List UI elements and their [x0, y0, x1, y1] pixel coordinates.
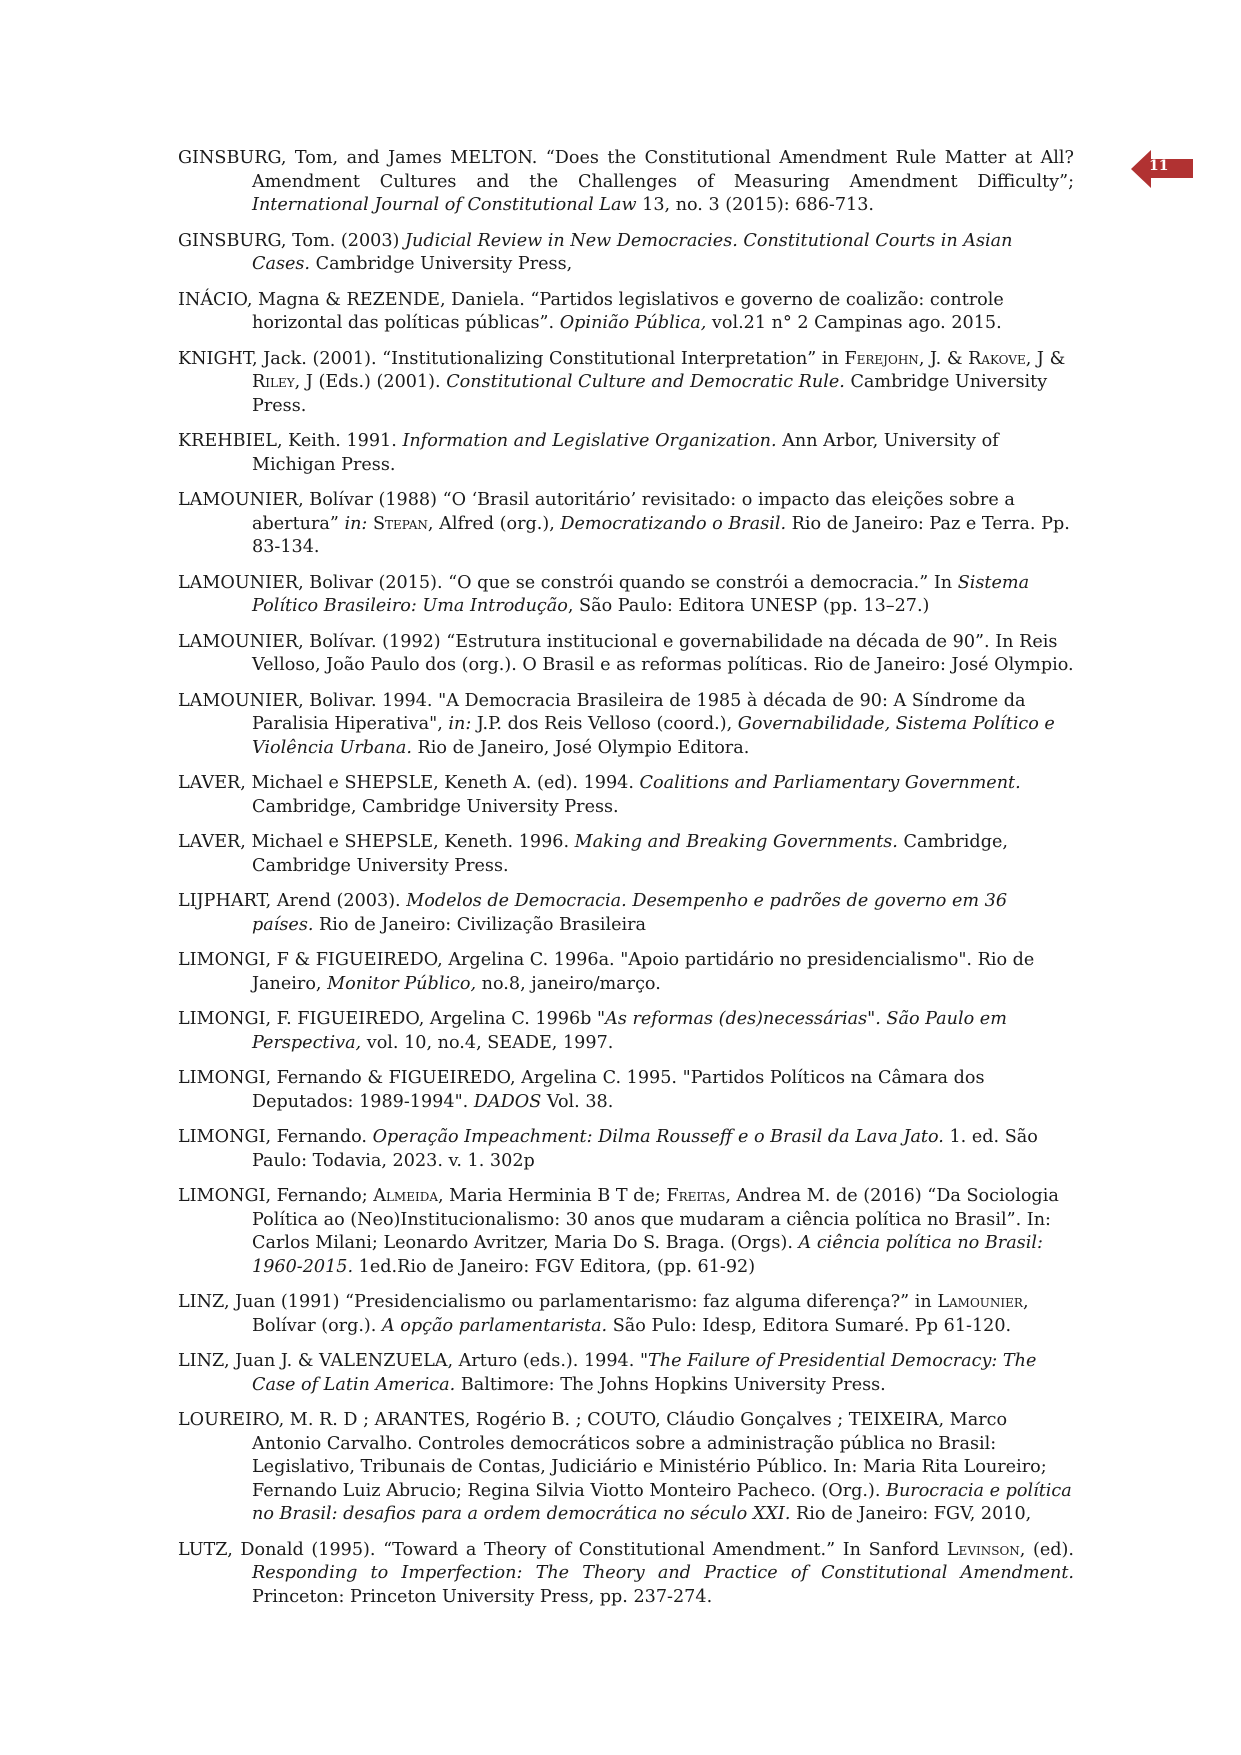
page-number: 11 — [1149, 158, 1169, 174]
reference-entry: LINZ, Juan J. & VALENZUELA, Arturo (eds.). 1994. "The Failure of Presidential Democracy: The Case of Latin America. Baltimore: The Johns Hopkins University Press. — [178, 1351, 1037, 1395]
reference-entry: LIMONGI, F & FIGUEIREDO, Argelina C. 1996a. "Apoio partidário no presidencialismo". Rio de Janeiro, Monitor Público, no.8, janeiro/março. — [178, 950, 1035, 994]
reference-entry: LOUREIRO, M. R. D ; ARANTES, Rogério B. ; COUTO, Cláudio Gonçalves ; TEIXEIRA, Marco Antonio Carvalho. Controles democráticos sobre a administração pública no Brasil: Legislativo, Tribunais de Contas, Judiciário e Ministério Público. In: Maria Rita Loureiro; Fernando Luiz Abrucio; Regina Silvia Viotto Monteiro Pacheco. (Org.). Burocracia e política no Brasil: desafios para a ordem democrática no século XXI. Rio de Janeiro: FGV, 2010, — [178, 1410, 1072, 1524]
reference-entry: LAVER, Michael e SHEPSLE, Keneth. 1996. Making and Breaking Governments. Cambridge, Cambridge University Press. — [178, 832, 1008, 876]
reference-entry: LAMOUNIER, Bolivar (2015). “O que se constrói quando se constrói a democracia.” In Sistema Político Brasileiro: Uma Introdução, São Paulo: Editora UNESP (pp. 13–27.) — [178, 572, 1030, 616]
reference-list — [178, 147, 1074, 1621]
reference-entry: LIMONGI, Fernando. Operação Impeachment: Dilma Rousseff e o Brasil da Lava Jato. 1. ed. São Paulo: Todavia, 2023. v. 1. 302p — [178, 1127, 1038, 1171]
reference-entry: LIMONGI, Fernando; Almeida, Maria Herminia B T de; Freitas, Andrea M. de (2016) “Da Sociologia Política ao (Neo)Institucionalismo: 30 anos que mudaram a ciência política no Brasil”. In: Carlos Milani; Leonardo Avritzer, Maria Do S. Braga. (Orgs). A ciência política no Brasil: 1960-2015. 1ed.Rio de Janeiro: FGV Editora, (pp. 61-92) — [178, 1186, 1059, 1277]
reference-entry: LAMOUNIER, Bolívar (1988) “O ‘Brasil autoritário’ revisitado: o impacto das eleições sobre a abertura” in: Stepan, Alfred (org.), Democratizando o Brasil. Rio de Janeiro: Paz e Terra. Pp. 83-134. — [178, 490, 1070, 557]
reference-entry: GINSBURG, Tom. (2003) Judicial Review in New Democracies. Constitutional Courts in Asian Cases. Cambridge University Press, — [178, 230, 1013, 274]
reference-entry: LINZ, Juan (1991) “Presidencialismo ou parlamentarismo: faz alguma diferença?” in Lamounier, Bolívar (org.). A opção parlamentarista. São Pulo: Idesp, Editora Sumaré. Pp 61-120. — [178, 1292, 1029, 1336]
reference-entry: LIMONGI, F. FIGUEIREDO, Argelina C. 1996b "As reformas (des)necessárias". São Paulo em Perspectiva, vol. 10, no.4, SEADE, 1997. — [178, 1009, 1007, 1053]
reference-entry: LIJPHART, Arend (2003). Modelos de Democracia. Desempenho e padrões de governo em 36 países. Rio de Janeiro: Civilização Brasileira — [178, 891, 1008, 935]
reference-entry: LAMOUNIER, Bolívar. (1992) “Estrutura institucional e governabilidade na década de 90”. In Reis Velloso, João Paulo dos (org.). O Brasil e as reformas políticas. Rio de Janeiro: José Olympio. — [178, 631, 1074, 675]
reference-entry: KNIGHT, Jack. (2001). “Institutionalizing Constitutional Interpretation” in Ferejohn, J. & Rakove, J & Riley, J (Eds.) (2001). Constitutional Culture and Democratic Rule. Cambridge University Press. — [178, 348, 1066, 416]
reference-entry: LIMONGI, Fernando & FIGUEIREDO, Argelina C. 1995. "Partidos Políticos na Câmara dos Deputados: 1989-1994". DADOS Vol. 38. — [178, 1068, 985, 1112]
reference-entry: INÁCIO, Magna & REZENDE, Daniela. “Partidos legislativos e governo de coalizão: controle horizontal das políticas públicas”. Opinião Pública, vol.21 n° 2 Campinas ago. 2015. — [178, 289, 1004, 333]
reference-entry: LUTZ, Donald (1995). “Toward a Theory of Constitutional Amendment.” In Sanford Levinson, (ed). Responding to Imperfection: The Theory and Practice of Constitutional Amendment. Princeton: Princeton University Press, pp. 237-274. — [178, 1539, 1074, 1607]
reference-entry: GINSBURG, Tom, and James MELTON. “Does the Constitutional Amendment Rule Matter at All? Amendment Cultures and the Challenges of Measuring Amendment Difficulty”; International Journal of Constitutional Law 13, no. 3 (2015): 686-713. — [178, 148, 1074, 215]
reference-entry: LAMOUNIER, Bolivar. 1994. "A Democracia Brasileira de 1985 à década de 90: A Síndrome da Paralisia Hiperativa", in: J.P. dos Reis Velloso (coord.), Governabilidade, Sistema Político e Violência Urbana. Rio de Janeiro, José Olympio Editora. — [178, 690, 1055, 758]
reference-entry: LAVER, Michael e SHEPSLE, Keneth A. (ed). 1994. Coalitions and Parliamentary Government. Cambridge, Cambridge University Press. — [178, 773, 1021, 817]
reference-entry: KREHBIEL, Keith. 1991. Information and Legislative Organization. Ann Arbor, University of Michigan Press. — [178, 431, 999, 475]
